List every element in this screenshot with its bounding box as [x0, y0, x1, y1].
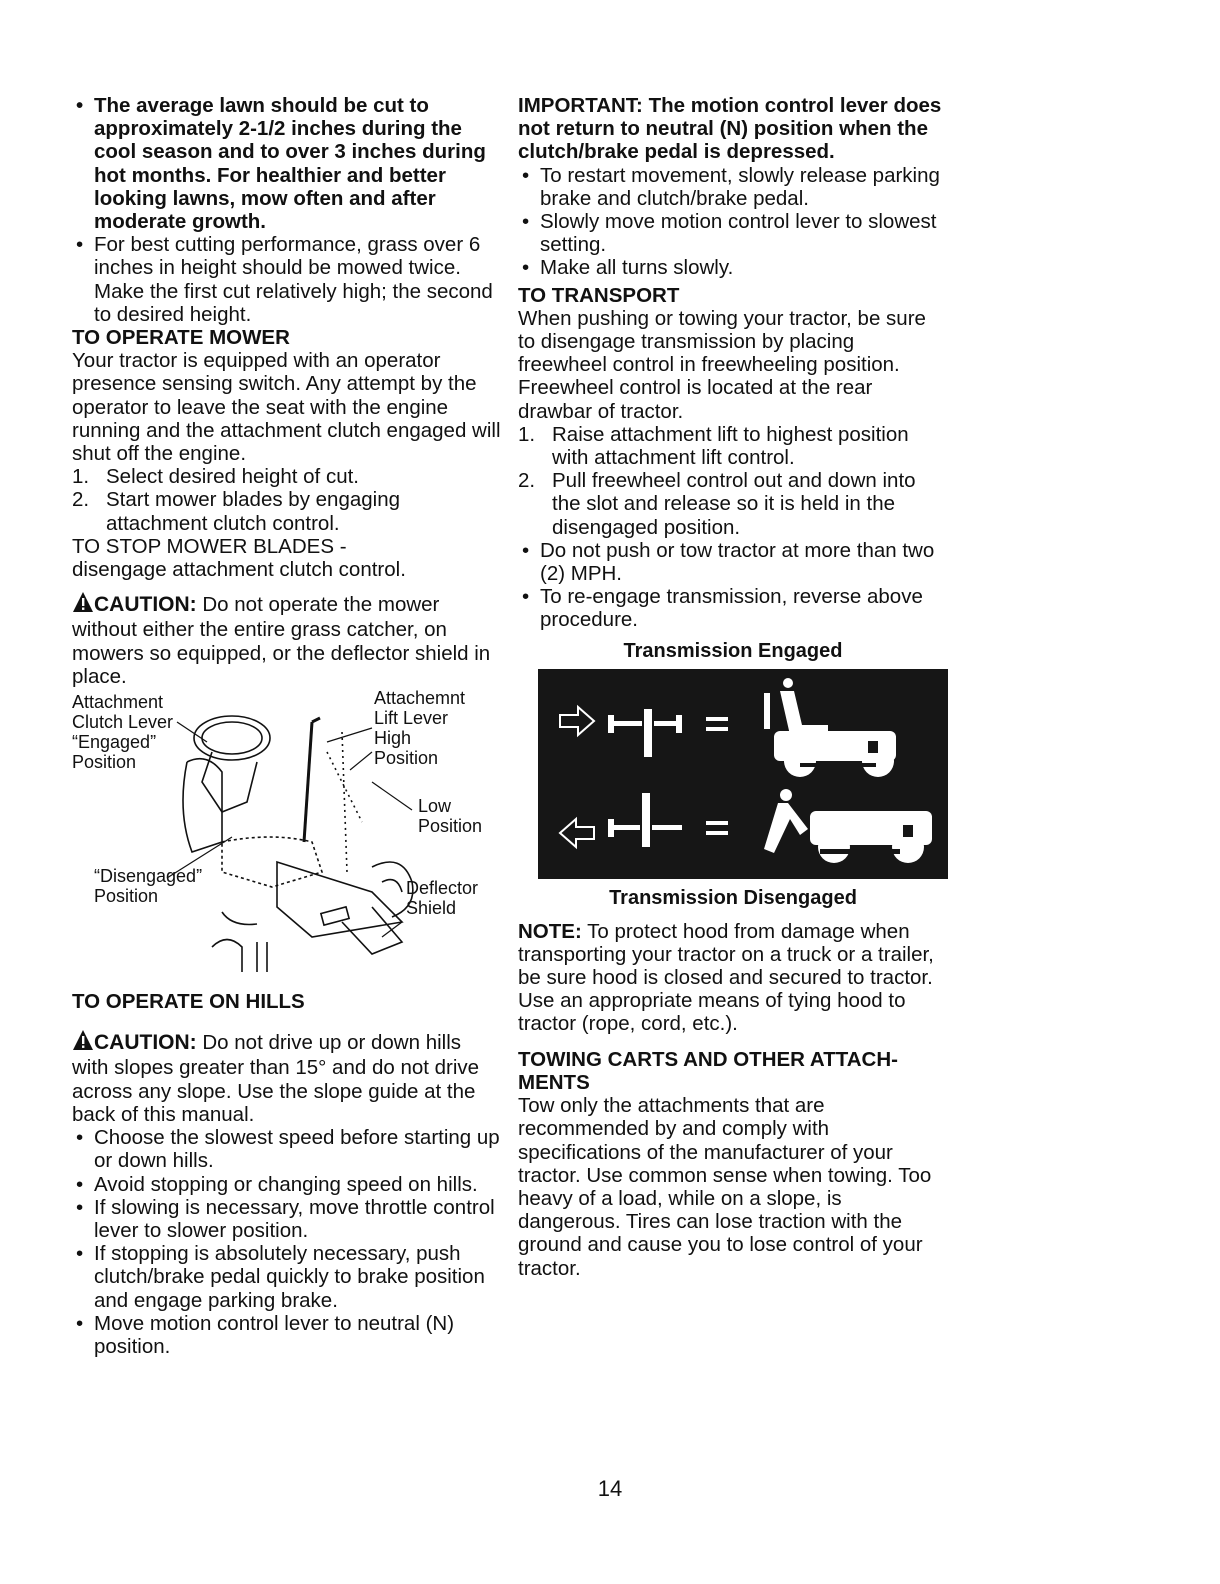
list-item: 1. Select desired height of cut.	[72, 465, 359, 489]
operate-mower-steps	[72, 465, 502, 535]
label-lift-lever: Attachemnt Lift Lever	[374, 688, 466, 729]
list-item: 1. Raise attachment lift to highest position with attachment lift control.	[518, 422, 909, 470]
list-item: • For best cutting performance, grass over 6 inches in height should be mowed twice. Make the first cut relatively high; the second to desired height.	[72, 233, 502, 326]
list-item: • Move motion control lever to neutral (N) position.	[72, 1312, 502, 1358]
transmission-disengaged-caption: Transmission Disengaged	[609, 886, 857, 909]
list-item: 2. Start mower blades by engaging attachment clutch control.	[72, 488, 401, 535]
important-list	[518, 164, 948, 280]
transport-paragraph: When pushing or towing your tractor, be sure to disengage transmission by placing freewheel control in freewheeling position. Freewheel control is located at the rear drawbar of tractor.	[518, 306, 926, 423]
transport-list	[518, 539, 948, 632]
list-item: • Avoid stopping or changing speed on hills.	[72, 1173, 502, 1196]
list-item: • To re-engage transmission, reverse above procedure.	[518, 585, 948, 631]
list-item: 2. Pull freewheel control out and down into the slot and release so it is held in the disengaged position.	[518, 469, 916, 539]
towing-heading: TOWING CARTS AND OTHER ATTACH-MENTS	[518, 1047, 898, 1094]
right-column	[518, 94, 948, 1280]
hills-list	[72, 1126, 502, 1358]
list-item: • Slowly move motion control lever to slowest setting.	[518, 210, 948, 256]
caution-mower: CAUTION: Do not operate the mower without either the entire grass catcher, on mowers so equipped, or the deflector shield in place.	[72, 593, 491, 688]
list-item: • Choose the slowest speed before starting up or down hills.	[72, 1126, 502, 1172]
stop-blades-heading: TO STOP MOWER BLADES -	[72, 534, 347, 558]
warning-triangle-icon	[72, 591, 94, 618]
transmission-diagram	[538, 669, 948, 879]
hills-heading: TO OPERATE ON HILLS	[72, 990, 305, 1014]
note-paragraph: NOTE: To protect hood from damage when transporting your tractor on a truck or a trailer, be sure hood is closed and secured to tractor. Use an appropriate means of tying hood to tractor (rope, cord, etc.).	[518, 919, 934, 1036]
towing-paragraph: Tow only the attachments that are recommended by and comply with specifications of the manufacturer of your tractor. Use common sense when towing. Too heavy of a load, while on a slope, is dangerous. Tires can lose traction with the ground and cause you to lose control of your tractor.	[518, 1094, 932, 1280]
transmission-engaged-caption: Transmission Engaged	[623, 639, 843, 662]
list-item: • Make all turns slowly.	[518, 256, 948, 279]
label-deflector-shield: Deflector Shield	[406, 878, 479, 919]
transport-heading: TO TRANSPORT	[518, 283, 680, 307]
label-low-position: Low Position	[418, 796, 483, 837]
list-item: • If stopping is absolutely necessary, push clutch/brake pedal quickly to brake position and engage parking brake.	[72, 1242, 502, 1312]
list-item: • Do not push or tow tractor at more than two (2) MPH.	[518, 539, 948, 585]
operate-mower-heading: TO OPERATE MOWER	[72, 326, 290, 350]
list-item: • If slowing is necessary, move throttle control lever to slower position.	[72, 1196, 502, 1242]
transport-steps	[518, 423, 948, 539]
important-note: IMPORTANT: The motion control lever does not return to neutral (N) position when the clutch/brake pedal is depressed.	[518, 94, 942, 164]
transmission-illustration	[538, 669, 948, 879]
operate-mower-paragraph: Your tractor is equipped with an operator presence sensing switch. Any attempt by the operator to leave the seat with the engine running and the attachment clutch engaged will shut off the engine.	[72, 349, 501, 466]
page-number: 14	[597, 1476, 623, 1501]
stop-blades-text: disengage attachment clutch control.	[72, 558, 406, 582]
list-item: • To restart movement, slowly release parking brake and clutch/brake pedal.	[518, 164, 948, 210]
mower-controls-figure	[72, 688, 502, 982]
left-column	[72, 94, 502, 1358]
list-item: • The average lawn should be cut to approximately 2-1/2 inches during the cool season and to over 3 inches during hot months. For healthier and better looking lawns, mow often and after moderate growth.	[72, 94, 502, 233]
label-clutch-engaged: Attachment Clutch Lever “Engaged” Position	[72, 692, 174, 773]
caution-hills: CAUTION: Do not drive up or down hills with slopes greater than 15° and do not drive across any slope. Use the slope guide at the back of this manual.	[72, 1031, 480, 1126]
warning-triangle-icon	[72, 1029, 94, 1056]
label-disengaged-position: “Disengaged” Position	[94, 866, 203, 907]
lawn-tips-list	[72, 94, 502, 326]
label-high-position: High Position	[374, 728, 439, 769]
